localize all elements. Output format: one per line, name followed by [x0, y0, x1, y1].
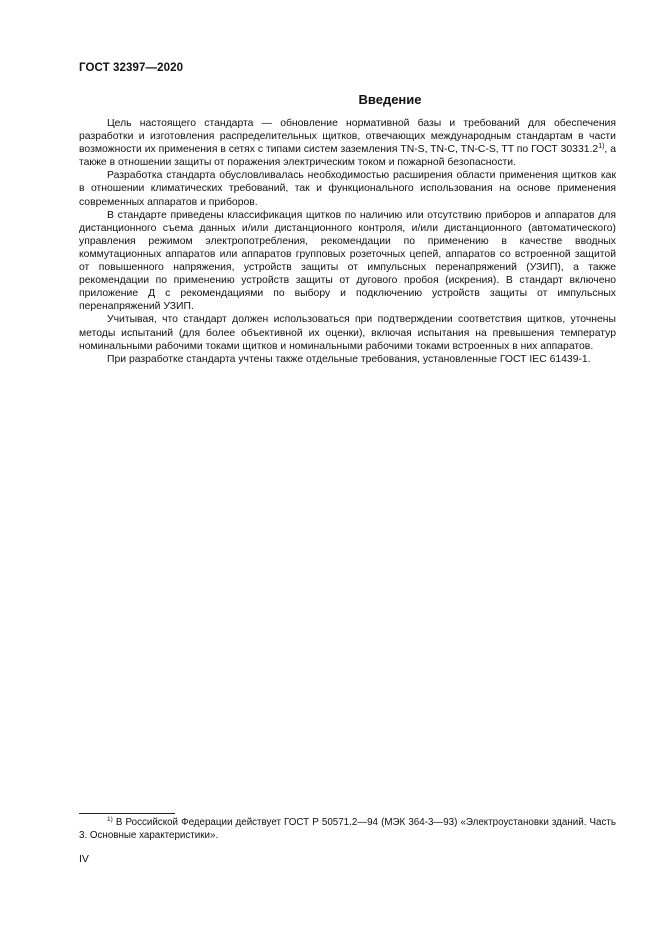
paragraph-text-continued: , а также в отношении защиты от поражения электрическим током и пожарной безопасности.	[79, 144, 616, 169]
section-title: Введение	[358, 92, 422, 107]
paragraph-text: Цель настоящего стандарта — обновление нормативной базы и требований для обеспечения разработки и изготовления распределительных щитков, отвечающих международным стандартам в части возможности их применения в сетях с типами систем заземления TN-S, TN-C, TN-C-S, TT по ГОСТ 30331.2	[79, 118, 616, 156]
footnote-reference: 1)	[598, 143, 605, 151]
body-text	[79, 117, 616, 366]
paragraph	[79, 353, 616, 366]
paragraph-text: В стандарте приведены классификация щитков по наличию или отсутствию приборов и аппаратов для дистанционного съема данных и/или дистанционного контроля, и/или дистанционного (автоматического) управления режимом электропотребления, рекомендации по применению в качестве вводных коммутационных аппаратов или аппаратов групповых розеточных цепей, аппаратов со встроенной защитой от повышенного напряжения, устройств защиты от импульсных перенапряжений (УЗИП), а также рекомендации по применению устройств защиты от дугового пробоя (искрения). В стандарт включено приложение Д с рекомендациями по выбору и подключению устройств защиты от импульсных перенапряжений УЗИП.	[79, 209, 616, 313]
paragraph-text: Разработка стандарта обусловливалась необходимостью расширения области применения щитков как в отношении климатических требований, так и функционального использования на основе применения современных аппаратов и приборов.	[79, 170, 616, 208]
footnote	[79, 816, 616, 843]
paragraph-text: Учитывая, что стандарт должен использоваться при подтверждении соответствия щитков, уточнены методы испытаний (для более объективной их оценки), включая испытания на превышения температур номинальными рабочими токами щитков и номинальными рабочими токами встроенных в них аппаратов.	[79, 314, 616, 352]
footnote-separator	[79, 813, 175, 814]
paragraph	[79, 117, 616, 169]
paragraph	[79, 209, 616, 314]
page-number: IV	[79, 853, 89, 865]
paragraph	[79, 169, 616, 208]
paragraph-text: При разработке стандарта учтены также отдельные требования, установленные ГОСТ IEC 61439-1.	[107, 353, 591, 365]
footnote-mark: 1)	[107, 816, 113, 823]
paragraph	[79, 313, 616, 352]
footnote-text: В Российской Федерации действует ГОСТ Р 50571.2—94 (МЭК 364-3—93) «Электроустановки зданий. Часть 3. Основные характеристики».	[79, 817, 616, 842]
footnote-paragraph	[79, 816, 616, 843]
document-code: ГОСТ 32397—2020	[79, 62, 184, 74]
